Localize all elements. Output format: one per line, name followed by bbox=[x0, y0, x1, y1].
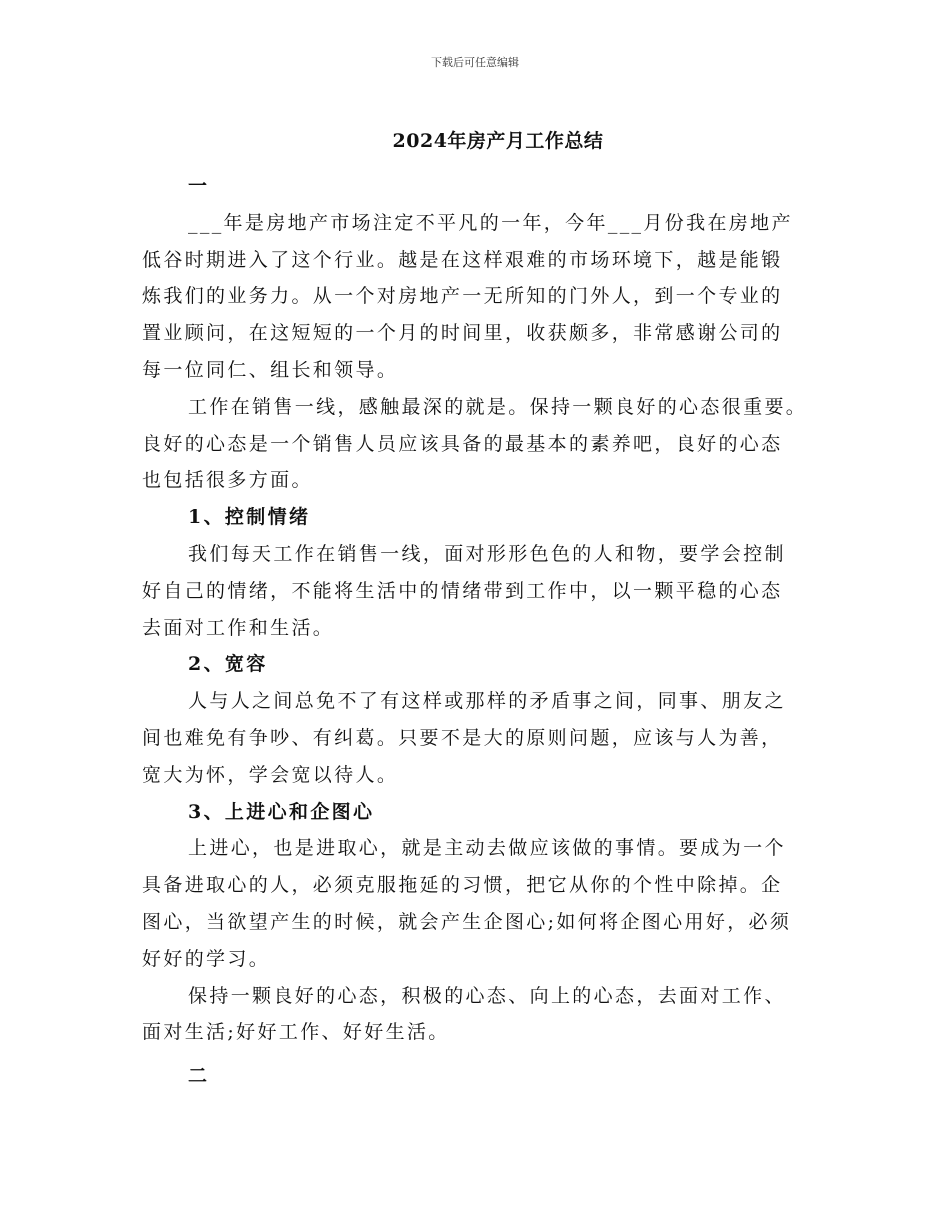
subheading-tolerance: 2、宽容 bbox=[188, 653, 268, 676]
document-title: 2024年房产月工作总结 bbox=[392, 130, 604, 152]
paragraph-line: 好自己的情绪，不能将生活中的情绪带到工作中，以一颗平稳的心态 bbox=[142, 579, 783, 602]
section-heading-two: 二 bbox=[188, 1065, 210, 1088]
subheading-ambition: 3、上进心和企图心 bbox=[188, 800, 375, 823]
page-header: 下载后可任意编辑 bbox=[431, 56, 519, 69]
paragraph-line: 人与人之间总免不了有这样或那样的矛盾事之间，同事、朋友之 bbox=[188, 690, 786, 713]
paragraph-line: 上进心，也是进取心，就是主动去做应该做的事情。要成为一个 bbox=[188, 837, 786, 860]
paragraph-line: 保持一颗良好的心态，积极的心态、向上的心态，去面对工作、 bbox=[188, 984, 786, 1007]
paragraph-line: 去面对工作和生活。 bbox=[142, 616, 335, 639]
section-heading-one: 一 bbox=[188, 175, 210, 197]
paragraph-line: 图心，当欲望产生的时候，就会产生企图心;如何将企图心用好，必须 bbox=[142, 910, 792, 933]
paragraph-line: 工作在销售一线，感触最深的就是。保持一颗良好的心态很重要。 bbox=[188, 395, 808, 418]
paragraph-line: ___年是房地产市场注定不平凡的一年，今年___月份我在房地产 bbox=[188, 211, 793, 234]
paragraph-line: 每一位同仁、组长和领导。 bbox=[142, 358, 399, 381]
paragraph-line: 宽大为怀，学会宽以待人。 bbox=[142, 763, 399, 786]
paragraph-line: 良好的心态是一个销售人员应该具备的最基本的素养吧，良好的心态 bbox=[142, 432, 783, 455]
paragraph-line: 好好的学习。 bbox=[142, 947, 271, 970]
paragraph-line: 面对生活;好好工作、好好生活。 bbox=[142, 1021, 450, 1044]
paragraph-line: 具备进取心的人，必须克服拖延的习惯，把它从你的个性中除掉。企 bbox=[142, 874, 783, 897]
document-body bbox=[142, 168, 842, 1105]
paragraph-line: 低谷时期进入了这个行业。越是在这样艰难的市场环境下，越是能锻 bbox=[142, 248, 783, 271]
paragraph-line: 间也难免有争吵、有纠葛。只要不是大的原则问题，应该与人为善， bbox=[142, 726, 783, 749]
paragraph-line: 置业顾问，在这短短的一个月的时间里，收获颇多，非常感谢公司的 bbox=[142, 322, 783, 345]
paragraph-line: 炼我们的业务力。从一个对房地产一无所知的门外人，到一个专业的 bbox=[142, 285, 783, 308]
paragraph-line: 我们每天工作在销售一线，面对形形色色的人和物，要学会控制 bbox=[188, 542, 786, 565]
paragraph-line: 也包括很多方面。 bbox=[142, 469, 313, 492]
subheading-control-emotions: 1、控制情绪 bbox=[188, 506, 311, 529]
